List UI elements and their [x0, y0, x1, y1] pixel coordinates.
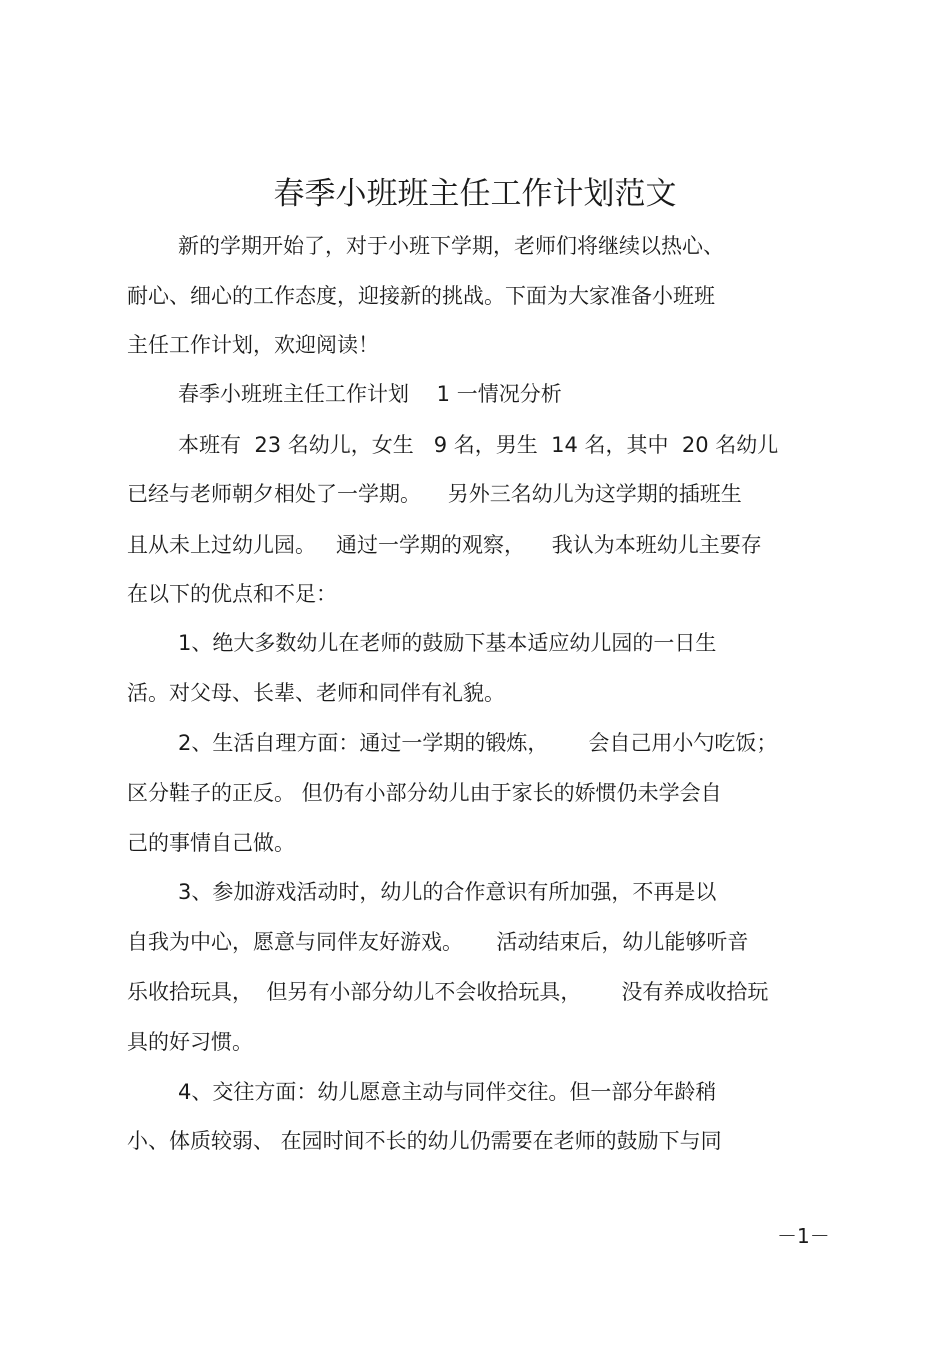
- paragraph-line: 已经与老师朝夕相处了一学期。 另外三名幼儿为这学期的插班生: [127, 482, 742, 506]
- paragraph-line: 1、绝大多数幼儿在老师的鼓励下基本适应幼儿园的一日生: [178, 631, 717, 655]
- document-title: 春季小班班主任工作计划范文: [273, 176, 677, 212]
- page-number: －1－: [777, 1224, 830, 1248]
- paragraph-line: 主任工作计划，欢迎阅读！: [127, 333, 379, 357]
- paragraph-line: 乐收拾玩具， 但另有小部分幼儿不会收拾玩具， 没有养成收拾玩: [127, 980, 769, 1004]
- paragraph-line: 己的事情自己做。: [127, 831, 295, 855]
- paragraph-line: 新的学期开始了，对于小班下学期，老师们将继续以热心、: [178, 234, 724, 258]
- paragraph-line: 具的好习惯。: [127, 1030, 253, 1054]
- paragraph-line: 小、体质较弱、 在园时间不长的幼儿仍需要在老师的鼓励下与同: [127, 1129, 722, 1153]
- paragraph-line: 2、生活自理方面：通过一学期的锻炼， 会自己用小勺吃饭；: [178, 731, 778, 755]
- paragraph-line: 且从未上过幼儿园。 通过一学期的观察， 我认为本班幼儿主要存: [127, 533, 762, 557]
- paragraph-line: 自我为中心，愿意与同伴友好游戏。 活动结束后，幼儿能够听音: [127, 930, 749, 954]
- paragraph-line: 4、交往方面：幼儿愿意主动与同伴交往。但一部分年龄稍: [178, 1080, 717, 1104]
- paragraph-line: 在以下的优点和不足：: [127, 582, 337, 606]
- paragraph-line: 本班有 23 名幼儿，女生 9 名，男生 14 名，其中 20 名幼儿: [178, 433, 779, 457]
- paragraph-line: 耐心、细心的工作态度，迎接新的挑战。下面为大家准备小班班: [127, 284, 715, 308]
- paragraph-line: 3、参加游戏活动时，幼儿的合作意识有所加强，不再是以: [178, 880, 717, 904]
- section-heading: 春季小班班主任工作计划 1 一情况分析: [178, 382, 562, 406]
- paragraph-line: 活。对父母、长辈、老师和同伴有礼貌。: [127, 681, 505, 705]
- paragraph-line: 区分鞋子的正反。 但仍有小部分幼儿由于家长的娇惯仍未学会自: [127, 781, 722, 805]
